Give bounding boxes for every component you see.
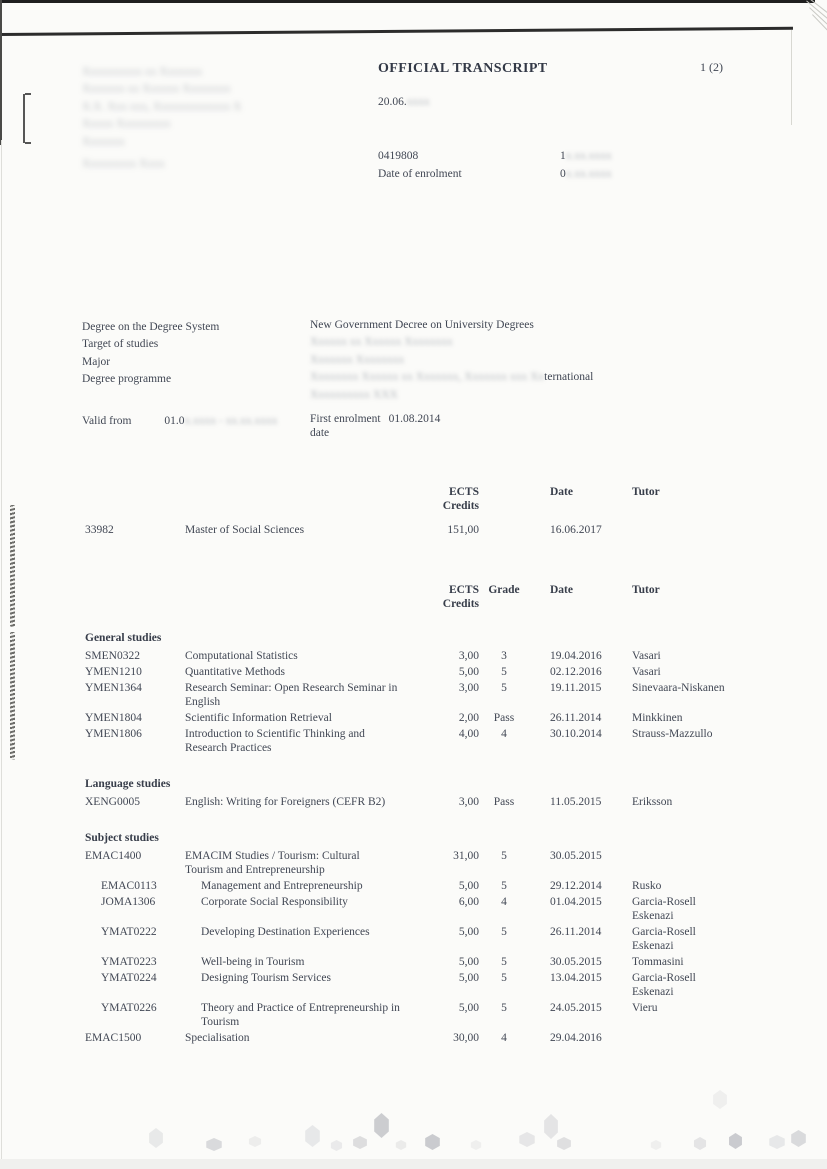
course-title: Quantitative Methods	[185, 666, 285, 678]
course-tutor: Minkkinen	[632, 712, 683, 724]
watermark-shape	[650, 1140, 662, 1150]
course-tutor: Vasari	[632, 650, 661, 662]
course-grade: Pass	[493, 712, 515, 724]
course-title: Computational Statistics	[185, 650, 298, 662]
watermark-shape	[518, 1132, 536, 1147]
course-tutor: Garcia-Rosell Eskenazi	[632, 896, 696, 922]
course-tutor: Vieru	[632, 1002, 658, 1014]
section-heading: Subject studies	[85, 832, 159, 844]
watermark-shape	[205, 1138, 223, 1151]
course-table-header	[85, 583, 752, 611]
course-code: YMEN1210	[85, 666, 142, 678]
scan-left-edge	[0, 0, 2, 145]
degree-info-label: Major	[82, 355, 111, 368]
address-line-redacted: Xxxxx Xxxxxxxxx	[82, 118, 171, 131]
course-row	[85, 849, 752, 877]
section-heading: General studies	[85, 632, 162, 644]
course-credits: 31,00	[453, 850, 479, 862]
course-date: 29.12.2014	[550, 880, 602, 892]
degree-info-value	[310, 369, 640, 386]
course-grade: 5	[501, 682, 507, 694]
sender-address-block	[82, 64, 241, 173]
sender-address-redacted-lines	[82, 64, 241, 151]
course-tutor: Eriksson	[632, 796, 673, 808]
watermark-shape	[352, 1136, 368, 1149]
course-tutor: Tommasini	[632, 956, 684, 968]
scan-page-edge-line	[0, 27, 793, 36]
degree-info-value	[310, 387, 640, 404]
scan-edge-line-top	[0, 0, 815, 3]
address-line-redacted: Xxxxxxxxxx xx Xxxxxxx	[82, 66, 203, 78]
degree-value-redacted: Xxxxxxxx Xxxxxx xx Xxxxxxx, Xxxxxxx xxx Xx	[310, 371, 545, 384]
binding-cord	[10, 505, 15, 627]
course-date: 30.10.2014	[550, 728, 602, 740]
enrolment-date-1	[560, 148, 708, 166]
course-grade: 5	[501, 850, 507, 862]
watermark-shape	[768, 1135, 786, 1149]
course-grade: 5	[501, 926, 507, 938]
course-row	[85, 681, 752, 709]
degree-info-value	[310, 352, 640, 369]
course-title: Scientific Information Retrieval	[185, 712, 332, 724]
degree-info-value	[310, 334, 640, 351]
course-grade: 4	[501, 728, 507, 740]
course-code: YMAT0222	[101, 926, 157, 938]
course-code: YMAT0226	[101, 1002, 157, 1014]
first-enrolment-label-2: date	[310, 427, 330, 439]
enrolment-date-2	[560, 166, 708, 184]
enrolment-date-2-visible: 0	[560, 167, 566, 180]
address-line-redacted: Xxxxxxx xx Xxxxxx Xxxxxxxx	[82, 83, 231, 96]
course-credits: 30,00	[453, 1032, 479, 1044]
watermark-shape	[330, 1140, 343, 1151]
degree-info-value	[310, 317, 640, 334]
course-title: EMACIM Studies / Tourism: Cultural Tourism and Entrepreneurship	[185, 850, 360, 876]
degree-value-redacted: Xxxxxx xx Xxxxxx Xxxxxxxx	[310, 336, 453, 349]
degree-value-text: New Government Decree on University Degrees	[310, 319, 534, 331]
course-tutor: Sinevaara-Niskanen	[632, 682, 725, 694]
watermark-shape	[693, 1137, 707, 1150]
course-date: 26.11.2014	[550, 926, 602, 938]
scan-left-edge-faint	[1, 140, 2, 1169]
header-date: Date	[550, 486, 573, 498]
watermark-shape	[424, 1134, 441, 1150]
course-date: 24.05.2015	[550, 1002, 602, 1014]
course-tutor: Strauss-Mazzullo	[632, 728, 713, 740]
course-code: JOMA1306	[101, 896, 156, 908]
degree-date: 16.06.2017	[550, 524, 602, 536]
course-credits: 3,00	[458, 682, 479, 694]
course-row	[85, 727, 752, 755]
course-date: 30.05.2015	[550, 956, 602, 968]
summary-table-header	[85, 485, 752, 513]
watermark-shape	[248, 1136, 262, 1147]
enrolment-label: Date of enrolment	[378, 167, 462, 180]
course-code: YMEN1806	[85, 728, 142, 740]
course-grade: 4	[501, 1032, 507, 1044]
watermark-shape	[728, 1133, 743, 1149]
header-tutor: Tutor	[632, 584, 660, 596]
course-date: 11.05.2015	[550, 796, 602, 808]
student-number: 0419808	[378, 150, 419, 162]
course-date: 19.11.2015	[550, 682, 602, 694]
course-grade: 5	[501, 972, 507, 984]
course-date: 19.04.2016	[550, 650, 602, 662]
course-row	[85, 971, 752, 999]
course-table-body	[85, 631, 752, 1045]
watermark-shape	[148, 1128, 164, 1148]
course-code: YMAT0223	[101, 956, 157, 968]
watermark-shape	[395, 1140, 407, 1150]
course-credits: 6,00	[458, 896, 479, 908]
watermark-shape	[304, 1125, 321, 1147]
course-credits: 5,00	[458, 956, 479, 968]
course-title: Developing Destination Experiences	[201, 926, 370, 938]
course-title: Specialisation	[185, 1032, 250, 1044]
degree-info-labels	[82, 319, 219, 389]
course-code: SMEN0322	[85, 650, 140, 662]
first-enrolment-label: First enrolment	[310, 413, 381, 425]
course-date: 26.11.2014	[550, 712, 602, 724]
course-tutor: Garcia-Rosell Eskenazi	[632, 926, 696, 952]
degree-credits: 151,00	[447, 524, 479, 536]
course-credits: 2,00	[458, 712, 479, 724]
scan-page-edge-shadow	[791, 30, 792, 125]
degree-value-text: ternational	[544, 371, 594, 384]
section-heading: Language studies	[85, 778, 171, 790]
course-credits: 5,00	[458, 666, 479, 678]
watermark-shape	[373, 1113, 390, 1138]
degree-info-label: Target of studies	[82, 338, 159, 351]
course-title: Corporate Social Responsibility	[201, 896, 348, 908]
course-title: Well-being in Tourism	[201, 956, 305, 968]
course-code: EMAC1500	[85, 1032, 142, 1044]
degree-info-label: Degree programme	[82, 373, 172, 386]
degree-value-redacted: Xxxxxxxxxx XXX	[310, 388, 398, 401]
course-row	[85, 711, 752, 725]
course-credits: 5,00	[458, 972, 479, 984]
header-ects: ECTS	[448, 486, 479, 498]
degree-code: 33982	[85, 524, 114, 536]
header-date: Date	[550, 584, 573, 596]
watermark-shape	[712, 1090, 728, 1109]
course-row	[85, 925, 752, 953]
address-line-redacted: Xxxxxxx	[82, 135, 125, 148]
document-title: OFFICIAL TRANSCRIPT	[378, 61, 548, 76]
enrolment-date-2-redacted: x.xx.xxxx	[565, 167, 612, 180]
course-row	[85, 955, 752, 969]
course-code: XENG0005	[85, 796, 140, 808]
course-code: YMEN1804	[85, 712, 142, 724]
issue-date-redacted: xxxx	[406, 96, 430, 108]
header-grade: Grade	[488, 584, 520, 596]
course-title: Theory and Practice of Entrepreneurship in Tourism	[201, 1002, 400, 1028]
course-row	[85, 895, 752, 923]
course-row	[85, 795, 752, 809]
recipient-name-redacted: Xxxxxxxxx Xxxx	[82, 158, 165, 171]
course-credits: 5,00	[458, 926, 479, 938]
course-tutor: Vasari	[632, 666, 661, 678]
course-credits: 3,00	[458, 796, 479, 808]
course-code: EMAC1400	[85, 850, 142, 862]
first-enrolment-value: 01.08.2014	[388, 413, 441, 425]
header-ects: ECTS	[448, 584, 479, 596]
course-row	[85, 1031, 752, 1045]
staple-mark	[23, 94, 31, 143]
degree-title: Master of Social Sciences	[185, 524, 305, 536]
course-row	[85, 1001, 752, 1029]
course-code: YMAT0224	[101, 972, 157, 984]
issue-date	[378, 95, 430, 109]
scan-bottom-edge	[0, 1159, 827, 1169]
course-tutor: Garcia-Rosell Eskenazi	[632, 972, 696, 998]
course-grade: Pass	[493, 796, 515, 808]
course-table	[85, 583, 752, 1047]
course-title: Designing Tourism Services	[201, 972, 331, 984]
course-credits: 4,00	[458, 728, 479, 740]
valid-from-value	[164, 415, 277, 427]
valid-from-redacted: x.xxxx - xx.xx.xxxx	[184, 415, 278, 427]
course-date: 29.04.2016	[550, 1032, 602, 1044]
first-enrolment-block	[310, 412, 440, 440]
address-line-redacted: X.X. Xxx xxx, Xxxxxxxxxxxxx X	[82, 100, 242, 113]
course-date: 01.04.2015	[550, 896, 602, 908]
course-title: Introduction to Scientific Thinking and Research Practices	[185, 728, 365, 754]
binding-cord	[10, 632, 15, 760]
course-grade: 5	[501, 1002, 507, 1014]
degree-summary-row	[85, 523, 752, 537]
header-credits: Credits	[442, 598, 479, 610]
course-title: English: Writing for Foreigners (CEFR B2)	[185, 796, 386, 808]
course-row	[85, 665, 752, 679]
valid-from-visible: 01.0	[164, 415, 185, 427]
course-title: Management and Entrepreneurship	[201, 880, 363, 892]
issue-date-visible: 20.06.	[378, 96, 407, 108]
course-date: 30.05.2015	[550, 850, 602, 862]
header-credits: Credits	[442, 500, 479, 512]
degree-info-values	[310, 317, 640, 404]
degree-info-label: Degree on the Degree System	[82, 321, 220, 333]
degree-summary-table	[85, 485, 752, 537]
course-grade: 5	[501, 956, 507, 968]
course-row	[85, 879, 752, 893]
page-number: 1 (2)	[700, 60, 723, 74]
header-tutor: Tutor	[632, 486, 660, 498]
enrolment-date-1-redacted: x.xx.xxxx	[565, 150, 612, 162]
course-grade: 3	[501, 650, 507, 662]
course-credits: 3,00	[458, 650, 479, 662]
course-code: EMAC0113	[101, 880, 157, 892]
course-date: 13.04.2015	[550, 972, 602, 984]
validity-row	[82, 414, 277, 428]
watermark-shape	[470, 1140, 482, 1150]
degree-value-redacted: Xxxxxxx Xxxxxxxx	[310, 353, 405, 366]
valid-from-label: Valid from	[82, 415, 132, 427]
course-grade: 5	[501, 880, 507, 892]
course-credits: 5,00	[458, 1002, 479, 1014]
course-credits: 5,00	[458, 880, 479, 892]
watermark-shape	[556, 1137, 572, 1150]
watermark-shape	[790, 1130, 807, 1147]
course-tutor: Rusko	[632, 880, 662, 892]
course-code: YMEN1364	[85, 682, 142, 694]
course-row	[85, 649, 752, 663]
watermark-shape	[543, 1114, 559, 1139]
enrolment-date-1-visible: 1	[560, 150, 566, 162]
course-title: Research Seminar: Open Research Seminar in English	[185, 682, 398, 708]
enrolment-block	[378, 148, 708, 183]
course-grade: 5	[501, 666, 507, 678]
course-date: 02.12.2016	[550, 666, 602, 678]
course-grade: 4	[501, 896, 507, 908]
